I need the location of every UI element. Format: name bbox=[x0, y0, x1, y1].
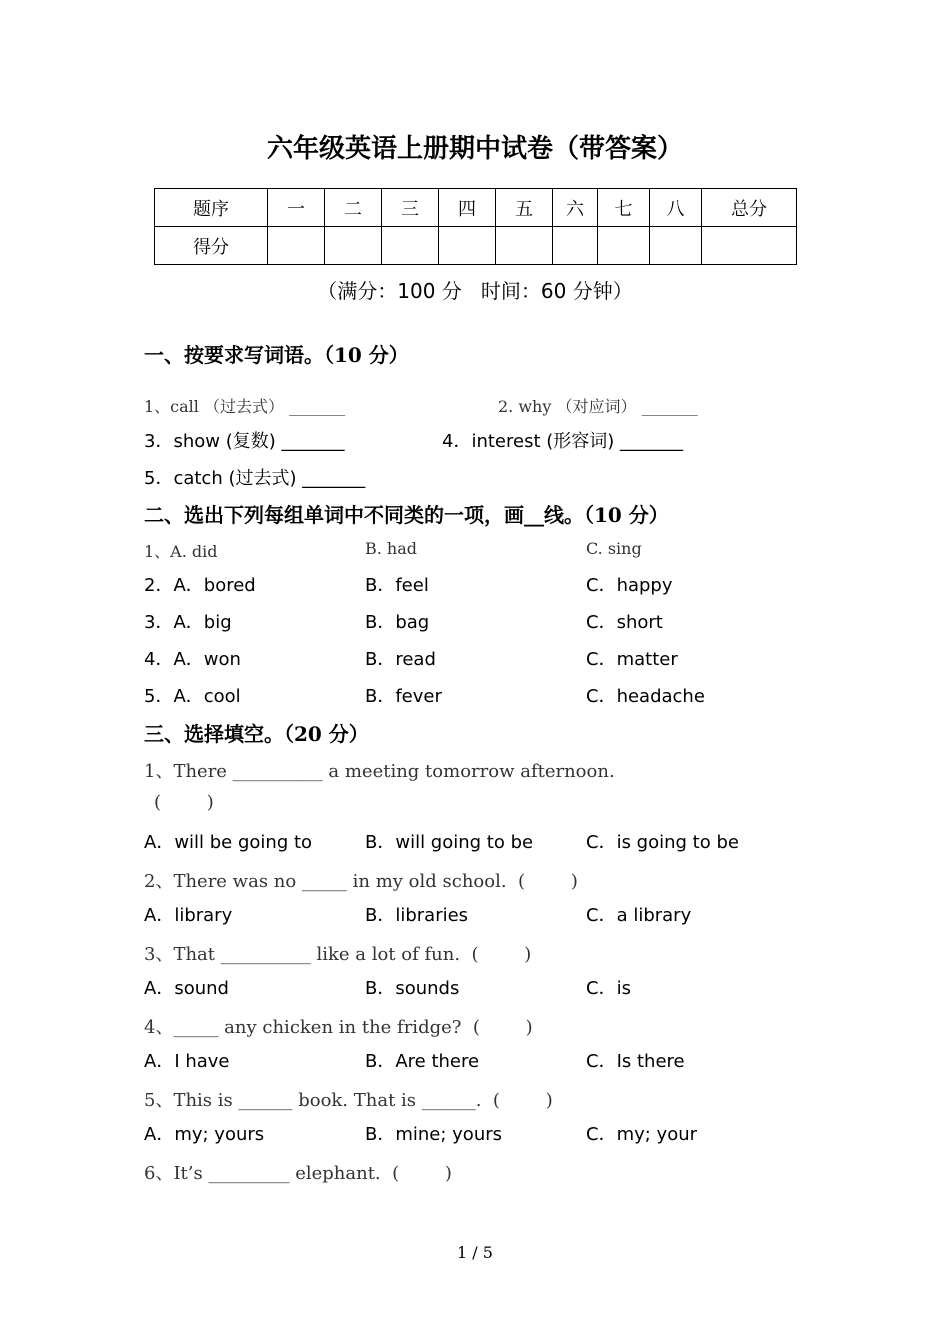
option: B．read bbox=[365, 649, 436, 670]
question: 5．catch (过去式) _______ bbox=[144, 468, 366, 489]
question: 3．show (复数) _______ bbox=[144, 431, 345, 452]
section-heading: 三、选择填空。（20 分） bbox=[144, 722, 369, 746]
option: C．is going to be bbox=[586, 832, 739, 853]
section-heading: 一、按要求写词语。（10 分） bbox=[144, 343, 409, 367]
option: C．headache bbox=[586, 686, 705, 707]
score-cell bbox=[650, 227, 702, 265]
option: C．happy bbox=[586, 575, 673, 596]
page-title: 六年级英语上册期中试卷（带答案） bbox=[266, 134, 683, 164]
option: B．mine; yours bbox=[365, 1124, 503, 1145]
option: A．sound bbox=[144, 978, 229, 999]
option: C．a library bbox=[586, 905, 692, 926]
option: 3．A．big bbox=[144, 612, 232, 633]
option: C．short bbox=[586, 612, 663, 633]
table-cell: 得分 bbox=[155, 227, 268, 265]
exam-info: （满分：100 分 时间：60 分钟） bbox=[317, 279, 633, 303]
option: B．feel bbox=[365, 575, 429, 596]
table-cell: 四 bbox=[439, 189, 496, 227]
score-cell bbox=[496, 227, 553, 265]
score-cell bbox=[702, 227, 797, 265]
question-stem: 5、This is ______ book. That is ______. ( ) bbox=[144, 1090, 553, 1111]
option: C. sing bbox=[586, 539, 642, 558]
question-stem: 1、There __________ a meeting tomorrow afternoon. bbox=[144, 761, 615, 782]
table-cell: 六 bbox=[553, 189, 598, 227]
option: C．Is there bbox=[586, 1051, 685, 1072]
question-stem: 2、There was no _____ in my old school. ( ) bbox=[144, 871, 578, 892]
option: B．libraries bbox=[365, 905, 469, 926]
option: A．will be going to bbox=[144, 832, 313, 853]
score-cell bbox=[439, 227, 496, 265]
option: B. had bbox=[365, 539, 418, 558]
page-number: 1 / 5 bbox=[457, 1243, 493, 1262]
score-cell bbox=[325, 227, 382, 265]
option: B．bag bbox=[365, 612, 430, 633]
question-stem: 6、It’s _________ elephant. ( ) bbox=[144, 1163, 452, 1184]
option: B．Are there bbox=[365, 1051, 480, 1072]
option: A．I have bbox=[144, 1051, 230, 1072]
option: C．is bbox=[586, 978, 631, 999]
table-cell: 八 bbox=[650, 189, 702, 227]
score-table-score-row bbox=[155, 227, 797, 265]
table-cell: 题序 bbox=[155, 189, 268, 227]
score-cell bbox=[268, 227, 325, 265]
score-cell bbox=[382, 227, 439, 265]
question: 1、call （过去式） _______ bbox=[144, 397, 346, 416]
option: B．sounds bbox=[365, 978, 460, 999]
score-cell bbox=[598, 227, 650, 265]
table-cell: 二 bbox=[325, 189, 382, 227]
table-cell: 一 bbox=[268, 189, 325, 227]
score-table-header-row bbox=[155, 189, 797, 227]
table-cell: 五 bbox=[496, 189, 553, 227]
table-cell: 总分 bbox=[702, 189, 797, 227]
option: A．my; yours bbox=[144, 1124, 265, 1145]
answer-paren: ( ) bbox=[154, 792, 214, 813]
score-table bbox=[154, 188, 797, 265]
table-cell: 七 bbox=[598, 189, 650, 227]
question: 2. why （对应词） _______ bbox=[498, 397, 698, 416]
table-cell: 三 bbox=[382, 189, 439, 227]
section-heading: 二、选出下列每组单词中不同类的一项，画__线。（10 分） bbox=[144, 503, 669, 527]
option: 4．A．won bbox=[144, 649, 241, 670]
score-cell bbox=[553, 227, 598, 265]
question-stem: 4、_____ any chicken in the fridge? ( ) bbox=[144, 1017, 533, 1038]
option: C．my; your bbox=[586, 1124, 698, 1145]
question-stem: 3、That __________ like a lot of fun. ( ) bbox=[144, 944, 532, 965]
option: 1、A. did bbox=[144, 542, 218, 561]
option: A．library bbox=[144, 905, 233, 926]
option: C．matter bbox=[586, 649, 678, 670]
option: B．will going to be bbox=[365, 832, 534, 853]
option: B．fever bbox=[365, 686, 442, 707]
question: 4．interest (形容词) _______ bbox=[442, 431, 683, 452]
option: 2．A．bored bbox=[144, 575, 256, 596]
option: 5．A．cool bbox=[144, 686, 241, 707]
